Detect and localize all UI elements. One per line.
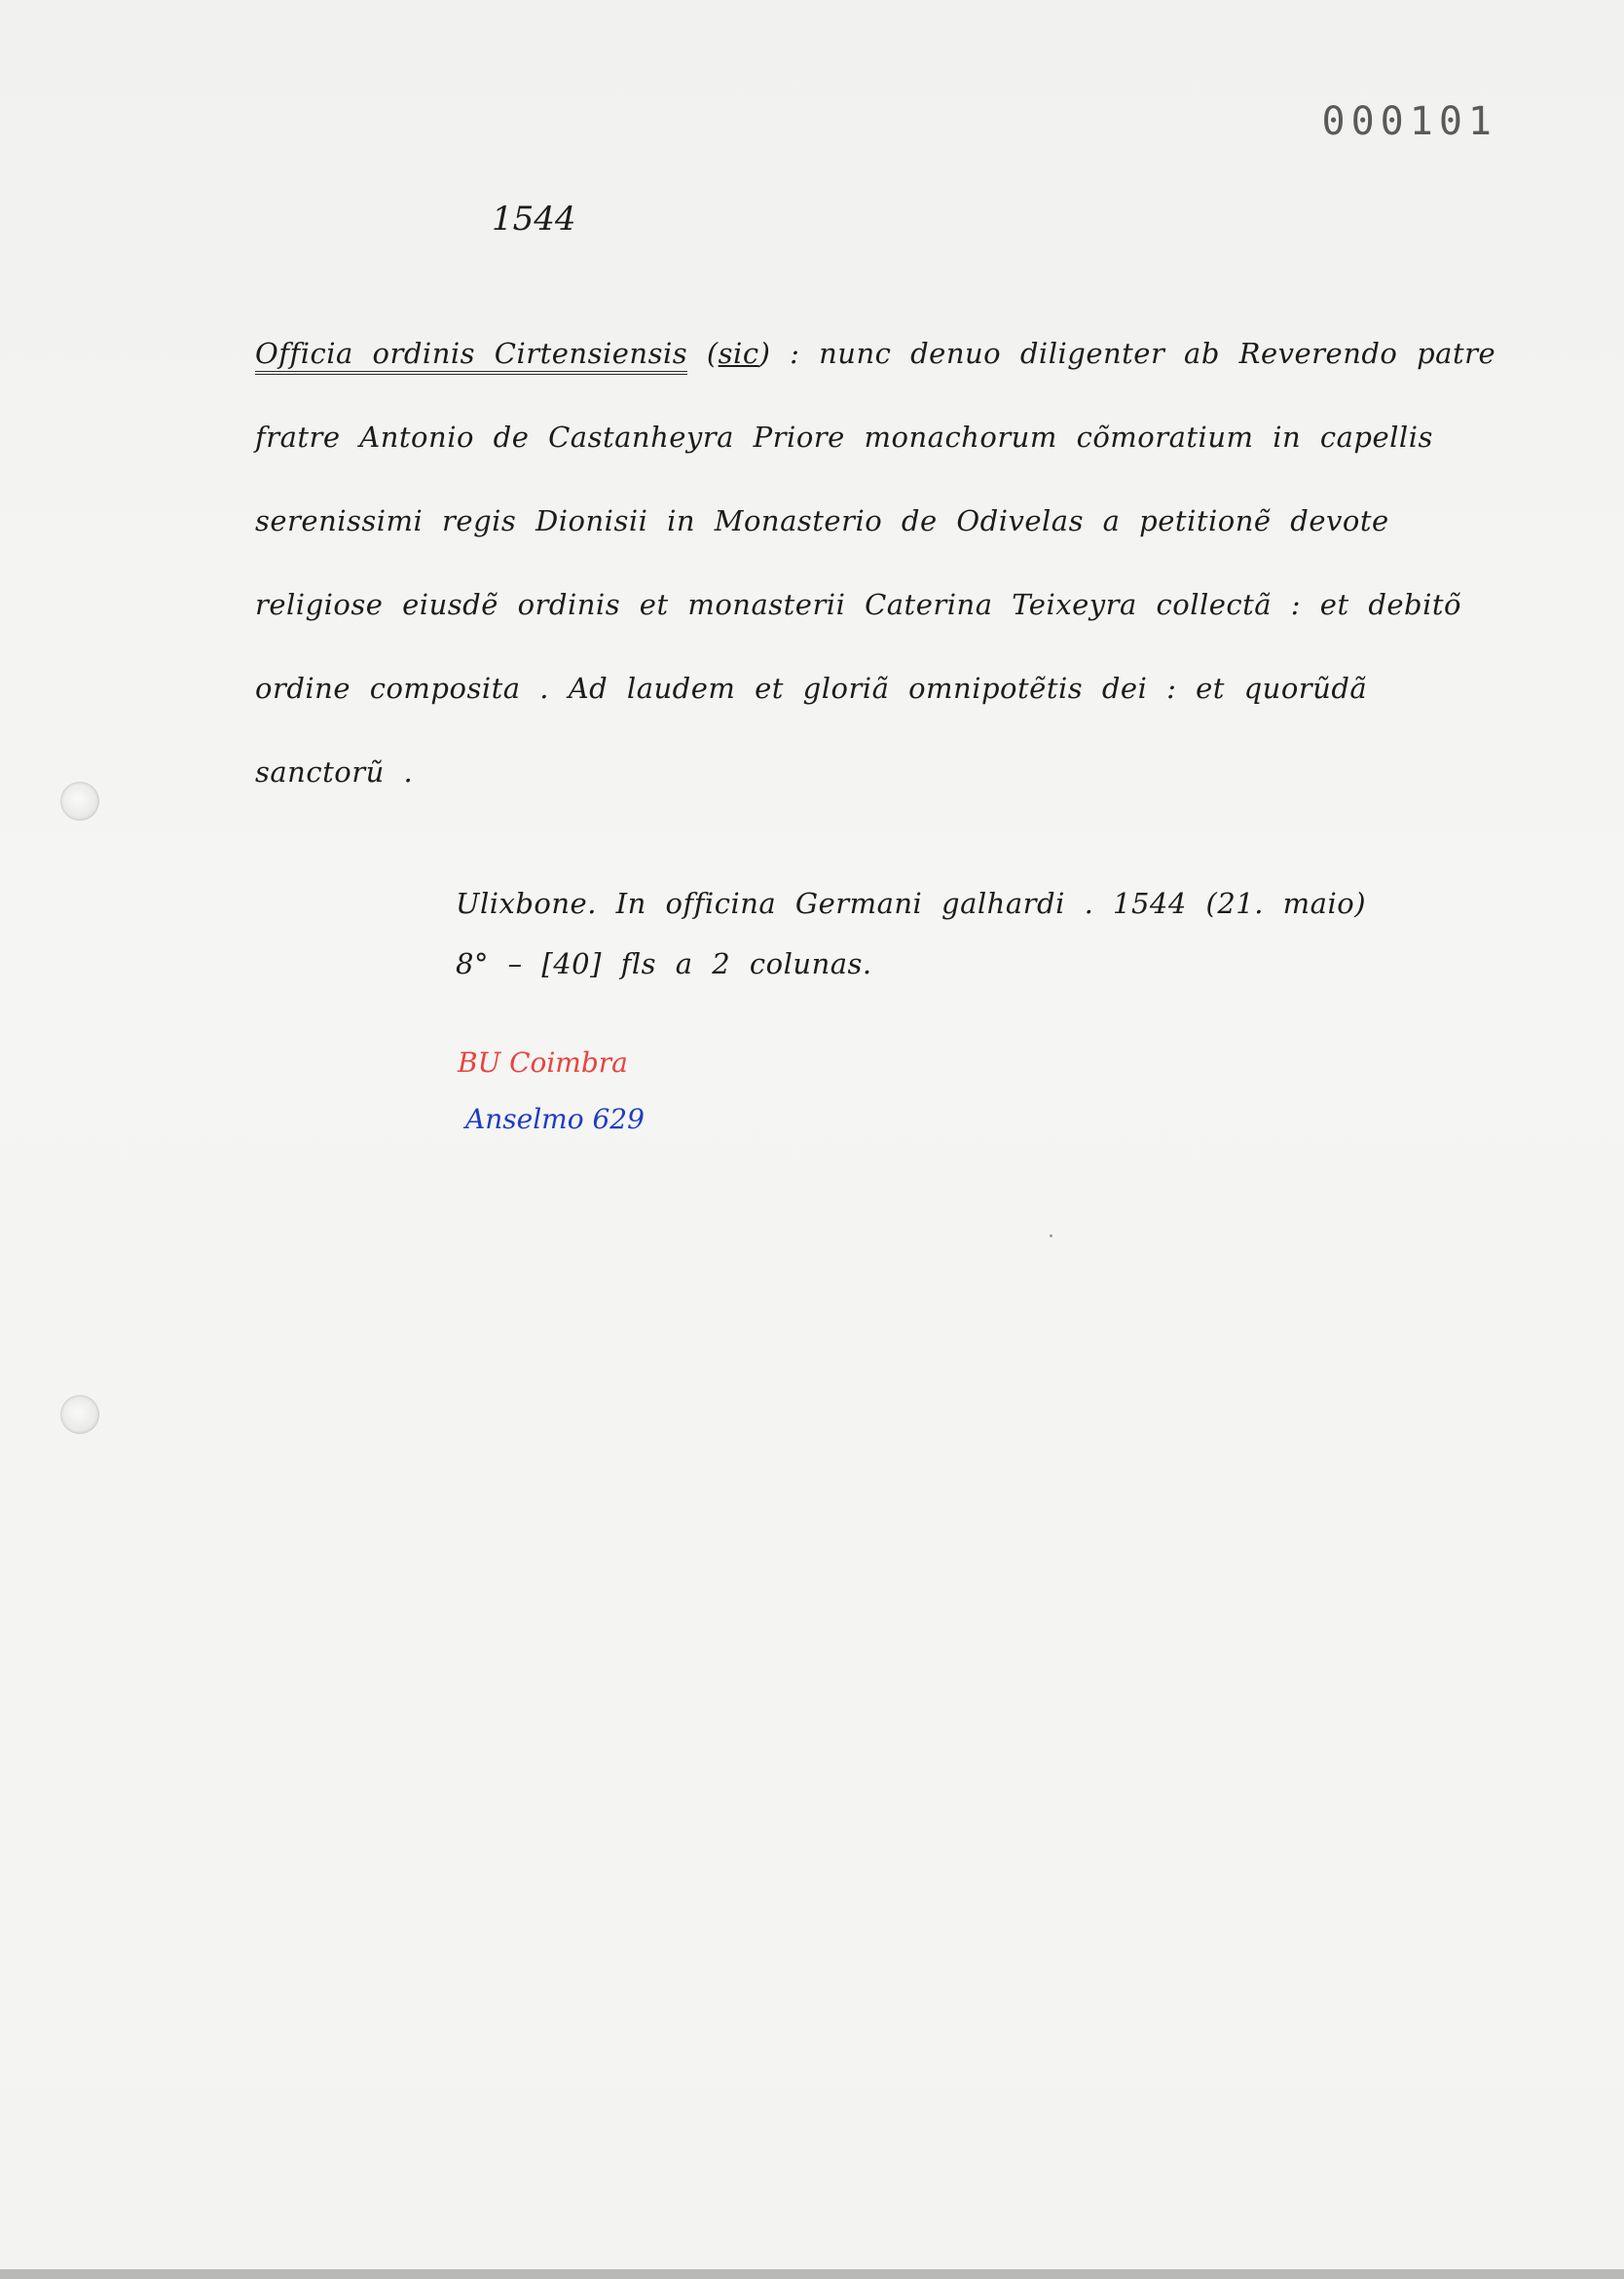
description-line-5: ordine composita . Ad laudem et gloriã omnipotẽtis dei : et quorũdã (255, 672, 1368, 705)
title-phrase: Officia ordinis Cirtensiensis (255, 336, 687, 375)
sic-close: ) (758, 337, 771, 370)
paper-speck (1050, 1234, 1052, 1237)
description-line-3: serenissimi regis Dionisii in Monasterio de Odivelas a petitionẽ devote (255, 504, 1389, 537)
bibliographic-description (255, 321, 1496, 824)
description-line-1 (255, 321, 1496, 405)
punch-hole-lower (60, 1395, 99, 1434)
sic-open: ( (687, 337, 719, 370)
catalogue-reference: Anselmo 629 (465, 1103, 645, 1135)
imprint-format-extent: 8° – [40] fls a 2 colunas. (456, 947, 872, 980)
sic-note: sic (718, 337, 759, 370)
description-line-4: religiose eiusdẽ ordinis et monasterii Caterina Teixeyra collectã : et debitõ (255, 588, 1462, 621)
description-line-2: fratre Antonio de Castanheyra Priore monachorum cõmoratium in capellis (255, 421, 1433, 454)
punch-hole-upper (60, 782, 99, 821)
archive-stamp-number: 000101 (1321, 99, 1497, 144)
imprint-place-printer-date: Ulixbone. In officina Germani galhardi . 1544 (21. maio) (456, 887, 1367, 920)
description-line-6: sanctorũ . (255, 755, 414, 789)
description-line-1-rest: : nunc denuo diligenter ab Reverendo patre (770, 337, 1496, 370)
imprint-block (456, 876, 1429, 997)
entry-year: 1544 (492, 200, 576, 239)
library-location: BU Coimbra (458, 1047, 628, 1079)
page-bottom-edge (0, 2269, 1624, 2279)
